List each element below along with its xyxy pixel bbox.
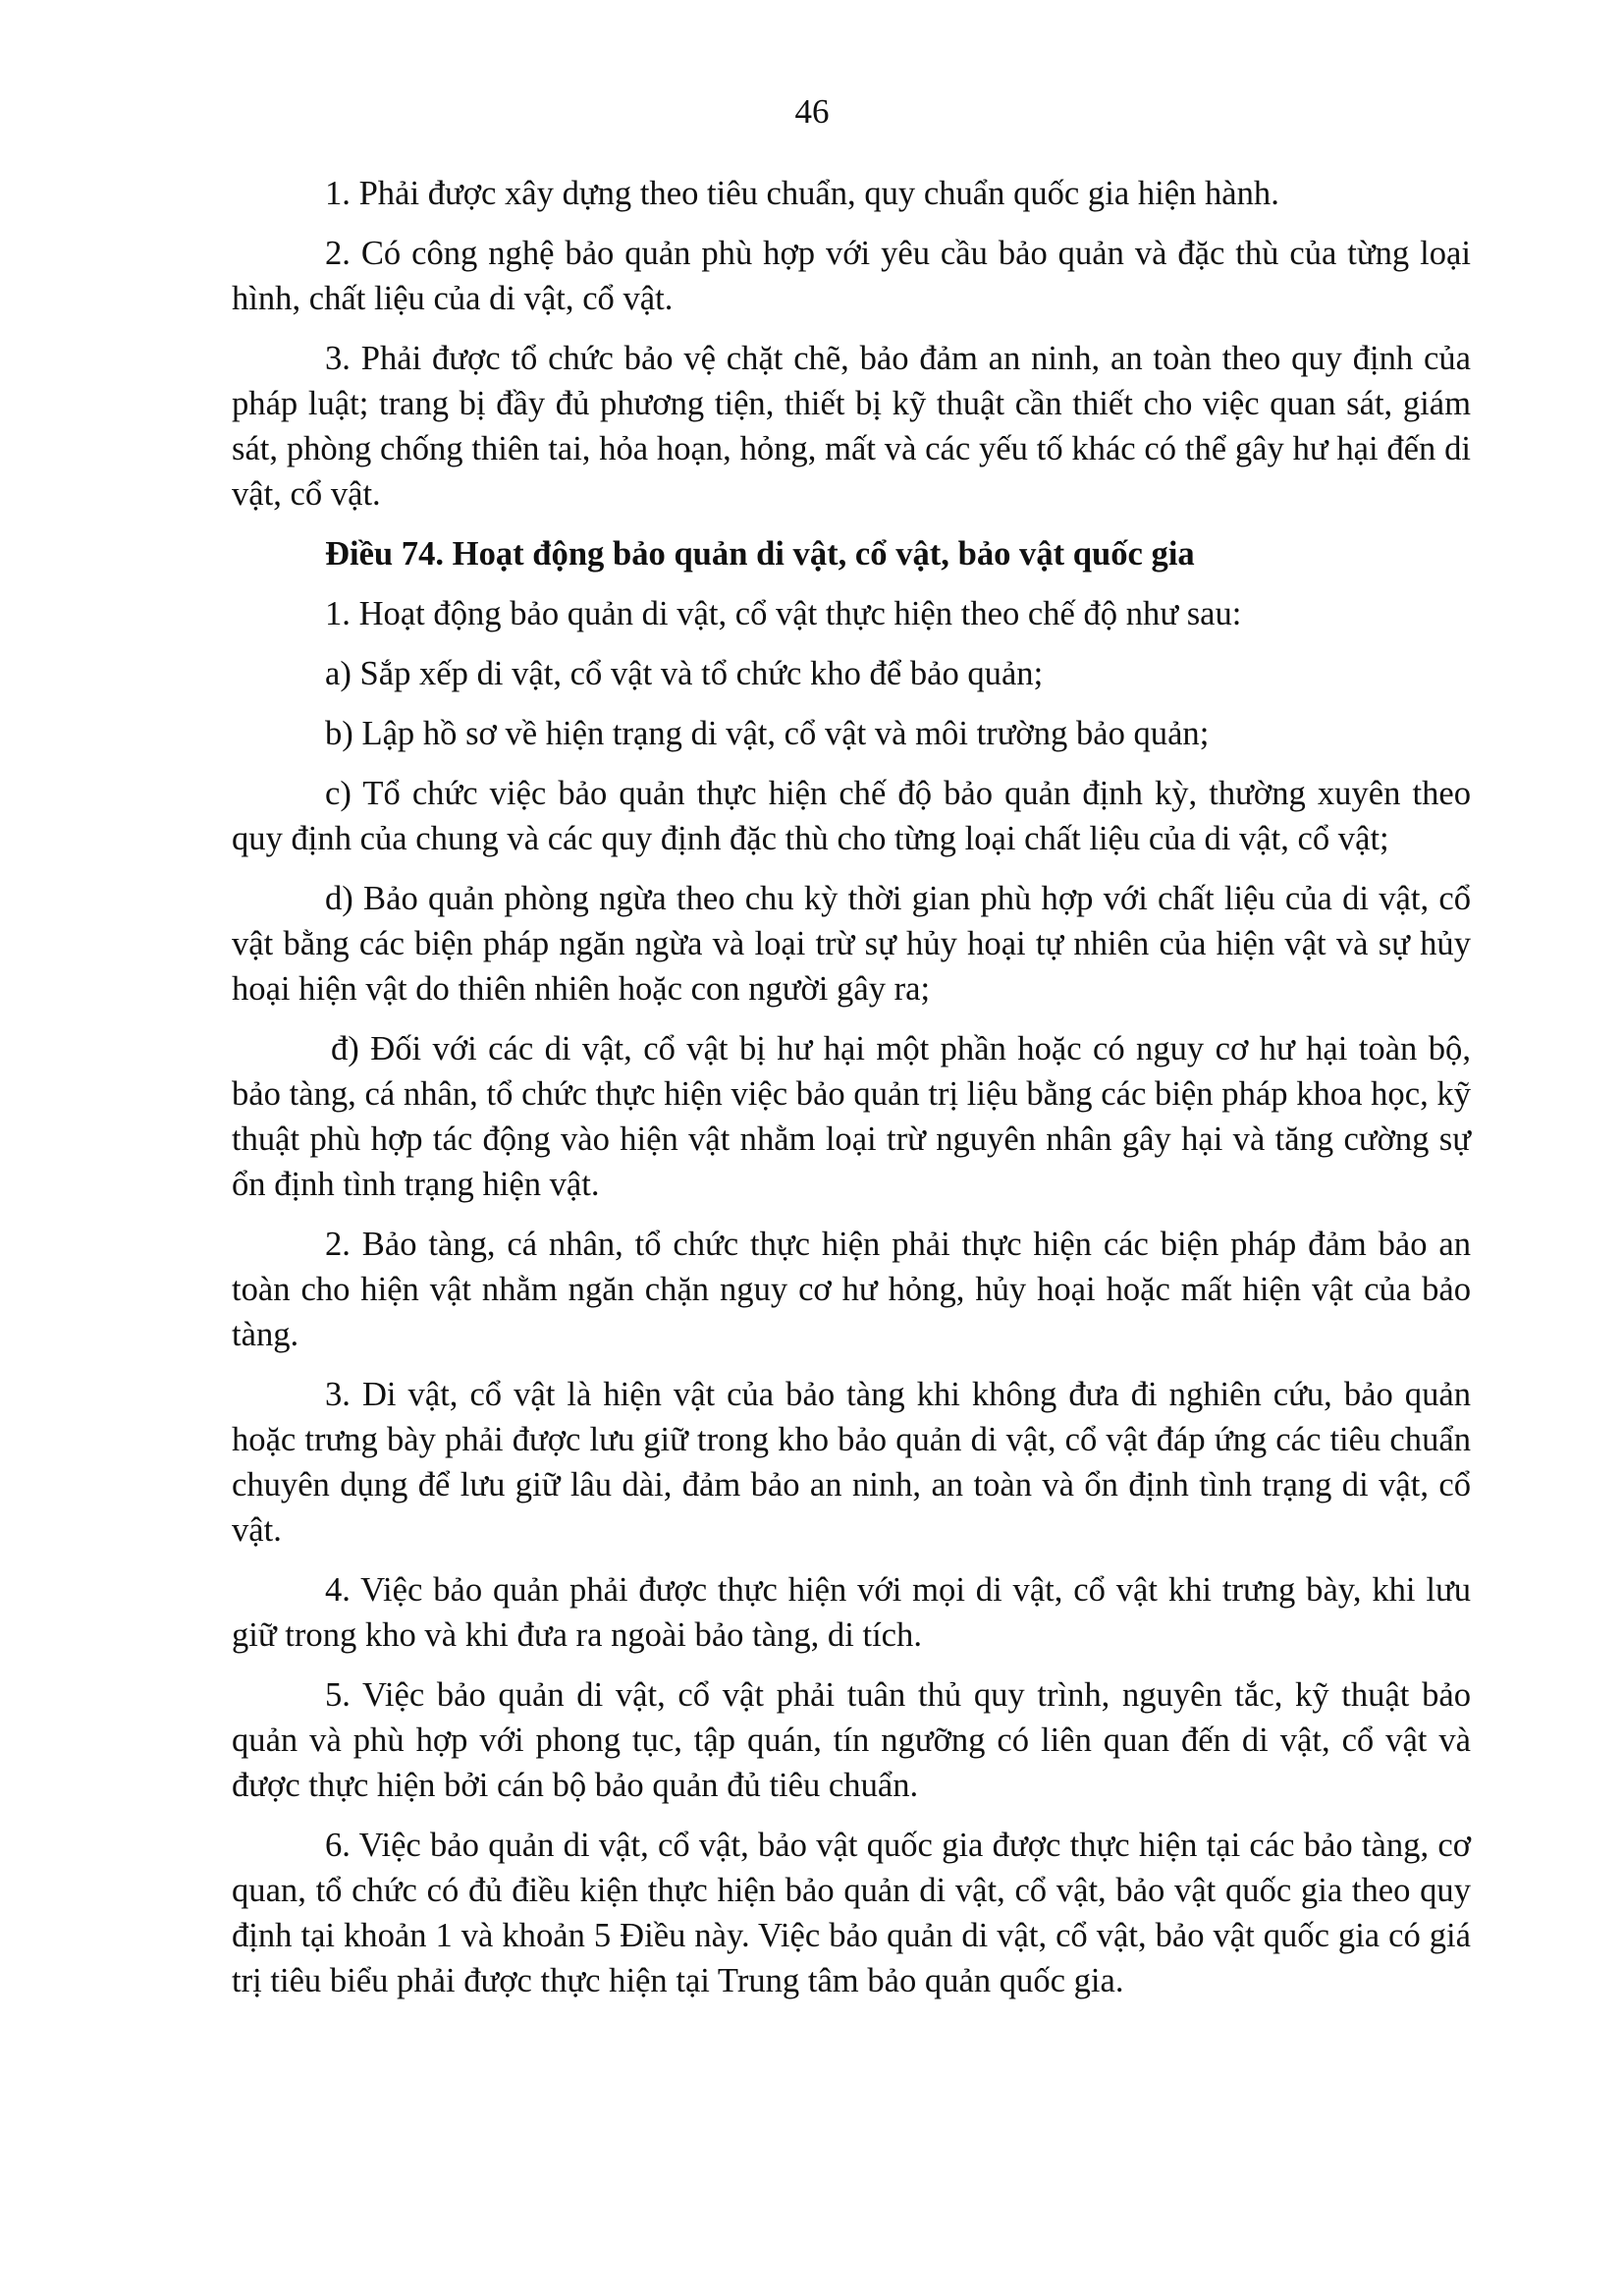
article-paragraph: d) Bảo quản phòng ngừa theo chu kỳ thời gian phù hợp với chất liệu của di vật, cổ vật bằng các biện pháp ngăn ngừa và loại trừ sự hủy hoại tự nhiên của hiện vật và sự hủy hoại hiện vật do thiên nhiên hoặc con người gây ra; xyxy=(232,880,1471,1008)
article-heading: Điều 74. Hoạt động bảo quản di vật, cổ vật, bảo vật quốc gia xyxy=(325,535,1195,573)
clause-paragraph: 3. Phải được tổ chức bảo vệ chặt chẽ, bảo đảm an ninh, an toàn theo quy định của pháp luật; trang bị đầy đủ phương tiện, thiết bị kỹ thuật cần thiết cho việc quan sát, giám sát, phòng chống thiên tai, hỏa hoạn, hỏng, mất và các yếu tố khác có thể gây hư hại đến di vật, cổ vật. xyxy=(232,340,1471,513)
article-paragraph: 2. Bảo tàng, cá nhân, tổ chức thực hiện phải thực hiện các biện pháp đảm bảo an toàn cho hiện vật nhằm ngăn chặn nguy cơ hư hỏng, hủy hoại hoặc mất hiện vật của bảo tàng. xyxy=(232,1226,1471,1353)
page-number: 46 xyxy=(794,92,830,131)
clause-paragraph: 1. Phải được xây dựng theo tiêu chuẩn, quy chuẩn quốc gia hiện hành. xyxy=(325,175,1279,212)
article-paragraph: 4. Việc bảo quản phải được thực hiện với mọi di vật, cổ vật khi trưng bày, khi lưu giữ trong kho và khi đưa ra ngoài bảo tàng, di tích. xyxy=(232,1571,1471,1654)
article-paragraph: 1. Hoạt động bảo quản di vật, cổ vật thực hiện theo chế độ như sau: xyxy=(325,595,1242,632)
article-paragraph: 5. Việc bảo quản di vật, cổ vật phải tuân thủ quy trình, nguyên tắc, kỹ thuật bảo quản và phù hợp với phong tục, tập quán, tín ngưỡng có liên quan đến di vật, cổ vật và được thực hiện bởi cán bộ bảo quản đủ tiêu chuẩn. xyxy=(232,1676,1471,1804)
article-paragraph: c) Tổ chức việc bảo quản thực hiện chế độ bảo quản định kỳ, thường xuyên theo quy định của chung và các quy định đặc thù cho từng loại chất liệu của di vật, cổ vật; xyxy=(232,775,1471,857)
article-paragraph: đ) Đối với các di vật, cổ vật bị hư hại một phần hoặc có nguy cơ hư hại toàn bộ, bảo tàng, cá nhân, tổ chức thực hiện việc bảo quản trị liệu bằng các biện pháp khoa học, kỹ thuật phù hợp tác động vào hiện vật nhằm loại trừ nguyên nhân gây hại và tăng cường sự ổn định tình trạng hiện vật. xyxy=(232,1030,1471,1203)
clause-paragraph: 2. Có công nghệ bảo quản phù hợp với yêu cầu bảo quản và đặc thù của từng loại hình, chất liệu của di vật, cổ vật. xyxy=(232,235,1471,317)
document-body xyxy=(232,171,1471,2018)
article-paragraph: b) Lập hồ sơ về hiện trạng di vật, cổ vật và môi trường bảo quản; xyxy=(325,715,1210,752)
article-paragraph: 6. Việc bảo quản di vật, cổ vật, bảo vật quốc gia được thực hiện tại các bảo tàng, cơ quan, tổ chức có đủ điều kiện thực hiện bảo quản di vật, cổ vật, bảo vật quốc gia theo quy định tại khoản 1 và khoản 5 Điều này. Việc bảo quản di vật, cổ vật, bảo vật quốc gia có giá trị tiêu biểu phải được thực hiện tại Trung tâm bảo quản quốc gia. xyxy=(232,1827,1471,1999)
article-paragraph: 3. Di vật, cổ vật là hiện vật của bảo tàng khi không đưa đi nghiên cứu, bảo quản hoặc trưng bày phải được lưu giữ trong kho bảo quản di vật, cổ vật đáp ứng các tiêu chuẩn chuyên dụng để lưu giữ lâu dài, đảm bảo an ninh, an toàn và ổn định tình trạng di vật, cổ vật. xyxy=(232,1376,1471,1549)
article-paragraph: a) Sắp xếp di vật, cổ vật và tổ chức kho để bảo quản; xyxy=(325,655,1044,692)
